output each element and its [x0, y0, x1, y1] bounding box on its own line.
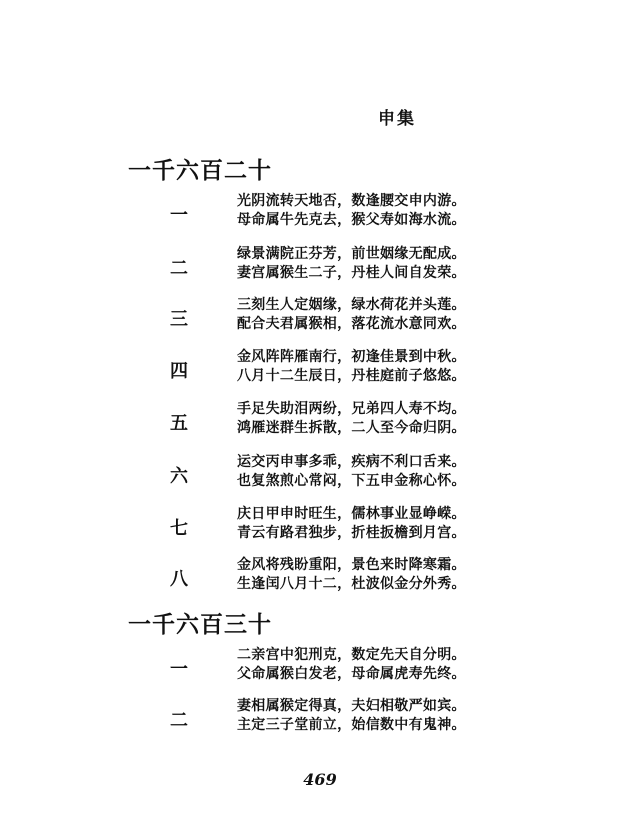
- section-title: 一千六百二十: [128, 157, 272, 184]
- entry-number: 三: [170, 309, 188, 330]
- verse-line: 父命属猴白发老，母命属虎寿先终。: [237, 666, 466, 682]
- entry-number: 六: [170, 466, 188, 487]
- verse: [237, 646, 466, 684]
- entry: [0, 400, 640, 446]
- verse: [237, 192, 466, 230]
- verse-line: 妻宫属猴生二子，丹桂人间自发荣。: [237, 265, 466, 281]
- verse-line: 光阴流转天地否，数逢腰交申内游。: [237, 193, 466, 209]
- entry-number: 一: [170, 659, 188, 680]
- verse-line: 庆日甲申时旺生，儒林事业显峥嵘。: [237, 506, 466, 522]
- verse-line: 主定三子堂前立，始信数中有鬼神。: [237, 717, 466, 733]
- section-title: 一千六百三十: [128, 611, 272, 638]
- verse-line: 绿景满院正芬芳，前世姻缘无配成。: [237, 246, 466, 262]
- verse-line: 生逢闰八月十二，杜波似金分外秀。: [237, 576, 466, 592]
- verse-line: 配合夫君属猴相，落花流水意同欢。: [237, 316, 466, 332]
- entry: [0, 697, 640, 743]
- verse-line: 妻相属猴定得真，夫妇相敬严如宾。: [237, 698, 466, 714]
- verse: [237, 400, 466, 438]
- verse: [237, 348, 466, 386]
- entry: [0, 296, 640, 342]
- entry-number: 四: [170, 361, 188, 382]
- verse-line: 也复煞煎心常闷，下五申金称心怀。: [237, 473, 466, 489]
- entry: [0, 245, 640, 291]
- verse-line: 青云有路君独步，折桂扳檐到月宫。: [237, 525, 466, 541]
- entry: [0, 453, 640, 499]
- entry: [0, 646, 640, 692]
- verse-line: 手足失助泪两纷，兄弟四人寿不均。: [237, 401, 466, 417]
- entry: [0, 348, 640, 394]
- verse-line: 金风阵阵雁南行，初逢佳景到中秋。: [237, 349, 466, 365]
- verse: [237, 296, 466, 334]
- verse-line: 运交丙申事多乖，疾病不利口舌来。: [237, 454, 466, 470]
- verse: [237, 556, 466, 594]
- verse-line: 八月十二生辰日，丹桂庭前子悠悠。: [237, 368, 466, 384]
- verse-line: 鸿雁迷群生拆散，二人至今命归阴。: [237, 420, 466, 436]
- page-header: 申集: [378, 109, 416, 129]
- page-number: 469: [303, 770, 337, 789]
- entry-number: 二: [170, 258, 188, 279]
- entry-number: 八: [170, 569, 188, 590]
- verse-line: 二亲宫中犯刑克，数定先天自分明。: [237, 647, 466, 663]
- verse: [237, 453, 466, 491]
- entry: [0, 556, 640, 602]
- entry-number: 七: [170, 518, 188, 539]
- entry-number: 五: [170, 413, 188, 434]
- verse: [237, 697, 466, 735]
- entry: [0, 192, 640, 238]
- verse-line: 母命属牛先克去，猴父寿如海水流。: [237, 212, 466, 228]
- verse: [237, 245, 466, 283]
- entry-number: 二: [170, 710, 188, 731]
- verse: [237, 505, 466, 543]
- verse-line: 三刻生人定姻缘，绿水荷花并头莲。: [237, 297, 466, 313]
- entry-number: 一: [170, 205, 188, 226]
- verse-line: 金风将残盼重阳，景色来时降寒霜。: [237, 557, 466, 573]
- entry: [0, 505, 640, 551]
